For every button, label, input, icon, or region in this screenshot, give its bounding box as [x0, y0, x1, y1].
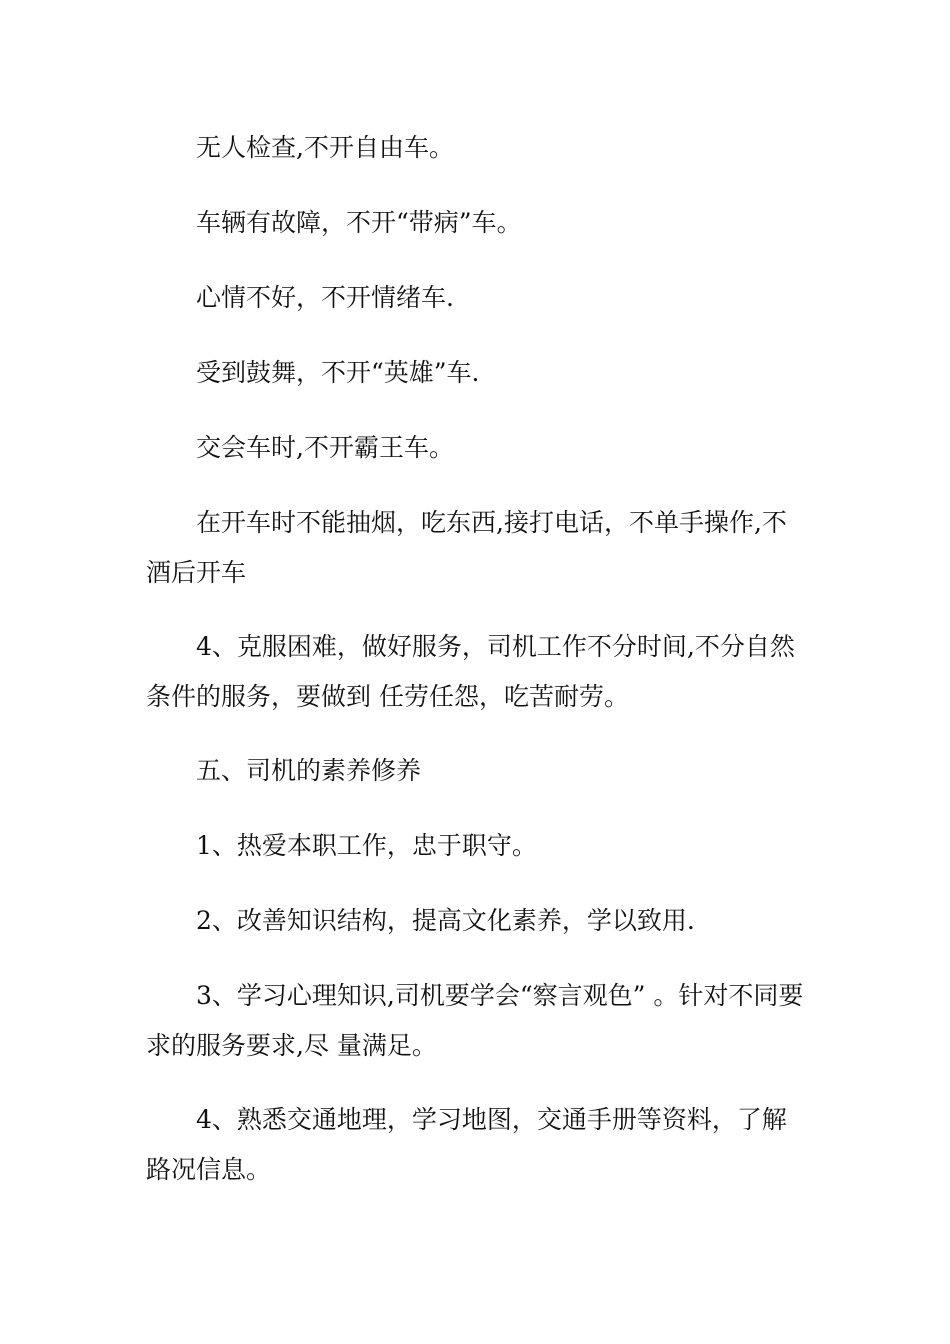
paragraph-psychology: 3、学习心理知识,司机要学会“察言观色” 。针对不同要求的服务要求,尽 量满足。 — [146, 981, 804, 1060]
paragraph-vehicle-fault: 车辆有故障，不开“带病”车。 — [196, 208, 522, 237]
paragraph-love-work: 1、热爱本职工作，忠于职守。 — [196, 831, 537, 860]
paragraph-bad-mood: 心情不好，不开情绪车. — [196, 283, 454, 312]
paragraph-while-driving: 在开车时不能抽烟，吃东西,接打电话，不单手操作,不酒后开车 — [146, 508, 787, 587]
paragraph-encouraged: 受到鼓舞，不开“英雄”车. — [196, 358, 480, 387]
paragraph-overcome-difficulties: 4、克服困难，做好服务，司机工作不分时间,不分自然条件的服务，要做到 任劳任怨，吃苦耐劳。 — [146, 632, 795, 711]
paragraph-passing-vehicles: 交会车时,不开霸王车。 — [196, 433, 454, 462]
paragraph-no-inspection: 无人检查,不开自由车。 — [196, 133, 454, 162]
section-heading-driver-qualities: 五、司机的素养修养 — [196, 756, 422, 785]
paragraph-improve-knowledge: 2、改善知识结构，提高文化素养，学以致用. — [196, 906, 695, 935]
paragraph-traffic-geography: 4、熟悉交通地理，学习地图，交通手册等资料，了解路况信息。 — [146, 1105, 787, 1184]
